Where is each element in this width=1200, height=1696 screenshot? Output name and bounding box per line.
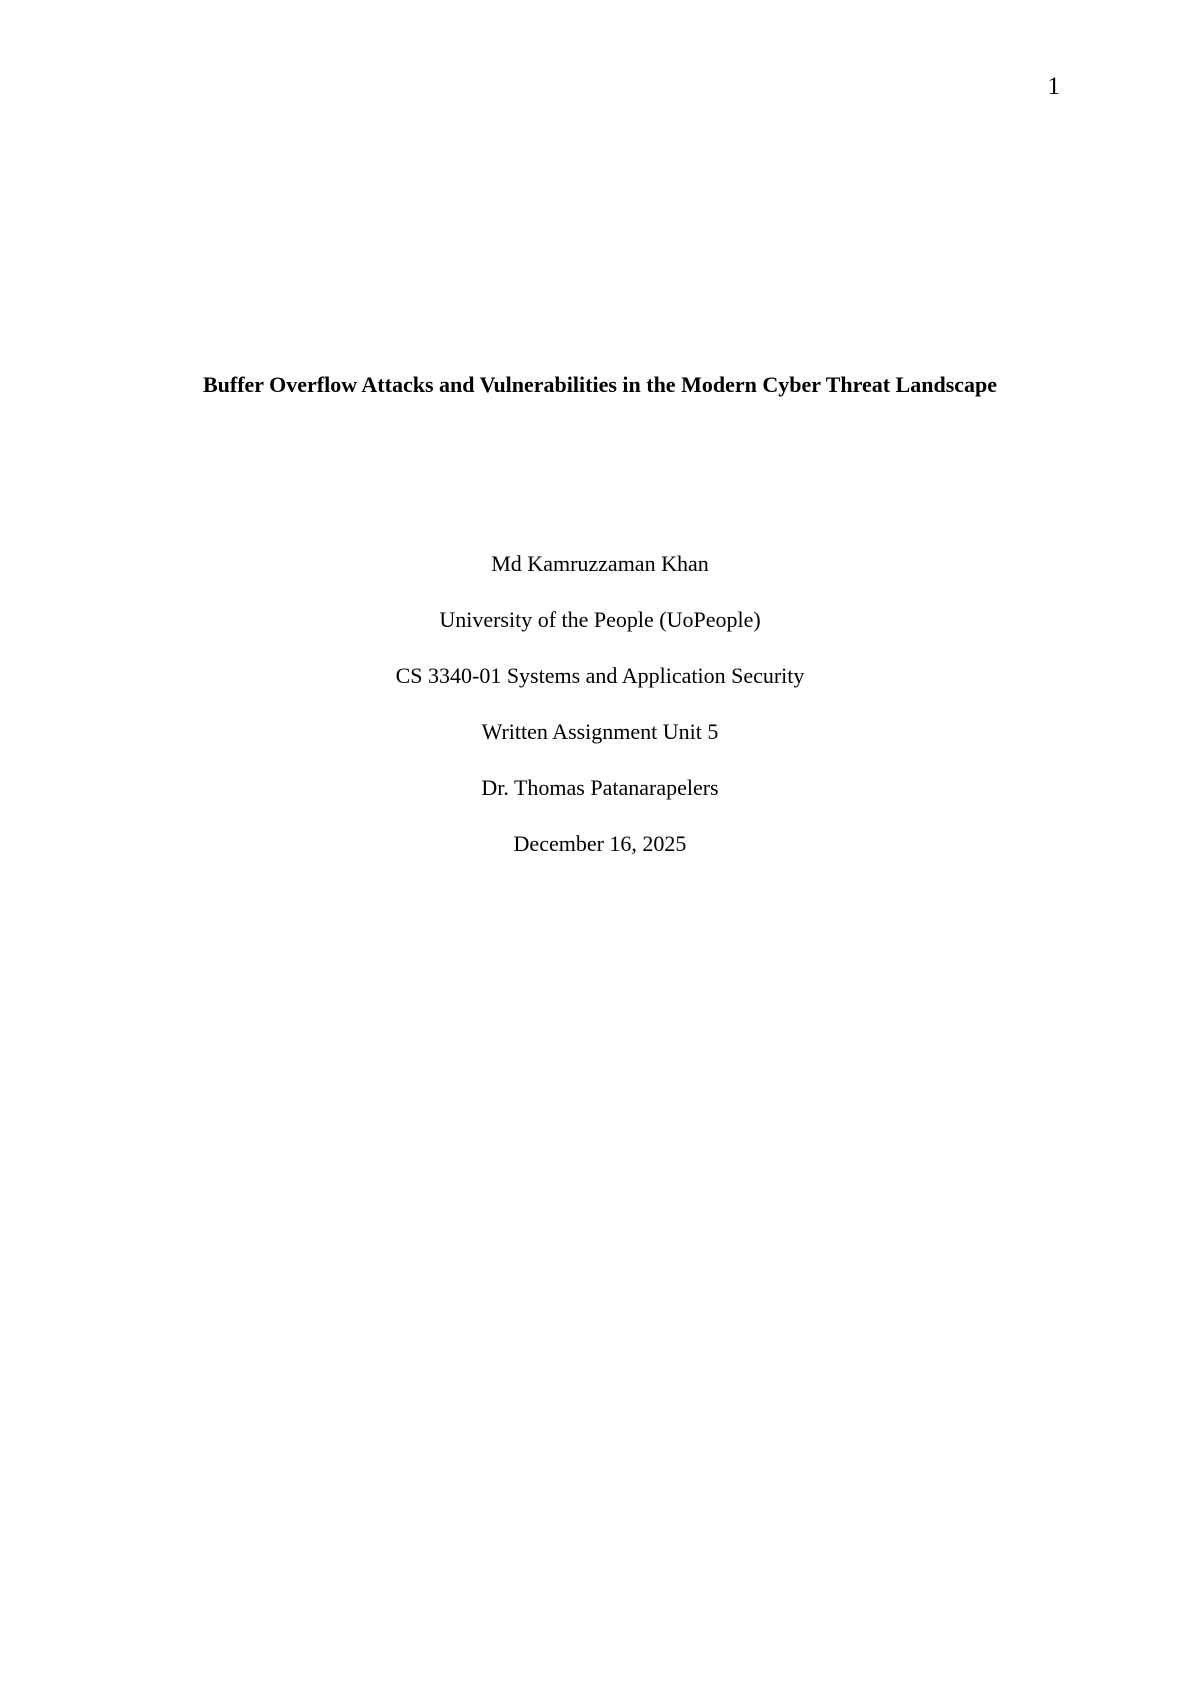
author-name: Md Kamruzzaman Khan — [491, 551, 709, 576]
paper-title: Buffer Overflow Attacks and Vulnerabilities in the Modern Cyber Threat Landscape — [202, 372, 998, 397]
title-page-info — [0, 536, 1200, 872]
assignment-name: Written Assignment Unit 5 — [481, 719, 719, 744]
page-number: 1 — [1047, 73, 1060, 100]
instructor-name: Dr. Thomas Patanarapelers — [481, 775, 719, 800]
course-name: CS 3340-01 Systems and Application Security — [395, 663, 805, 688]
submission-date: December 16, 2025 — [513, 831, 687, 856]
institution: University of the People (UoPeople) — [439, 607, 761, 632]
